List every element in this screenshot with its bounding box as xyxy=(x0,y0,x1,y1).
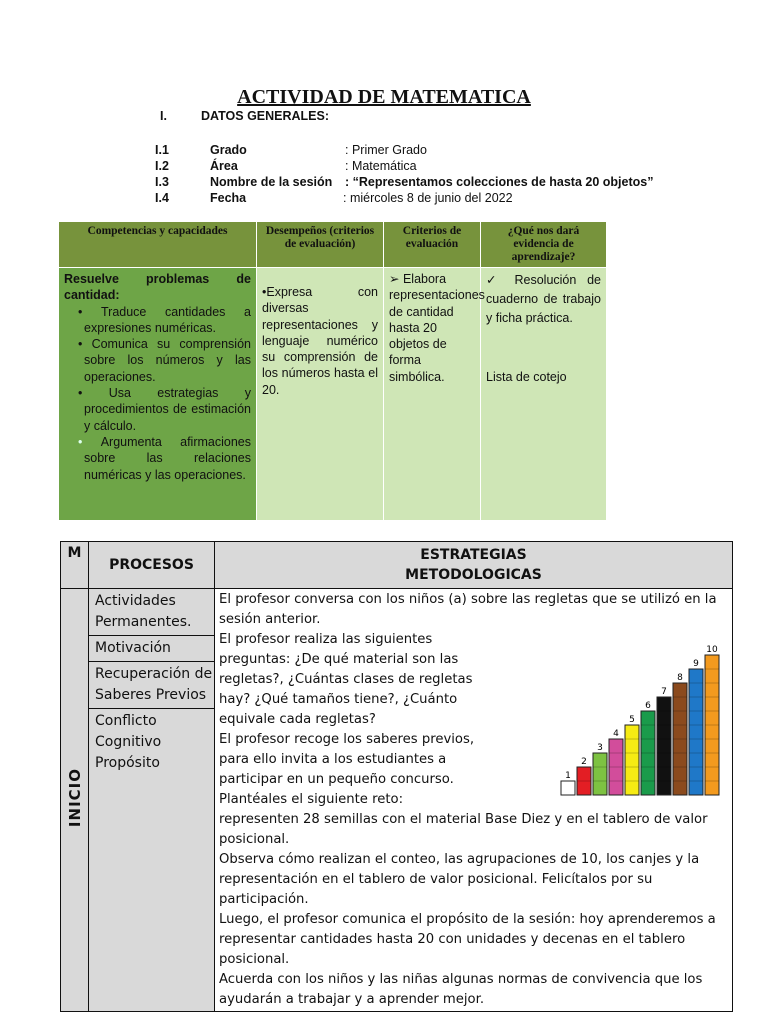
rod-label: 4 xyxy=(613,729,619,739)
rod-label: 6 xyxy=(645,701,651,711)
header-desempenos: Desempeños (criterios de evaluación) xyxy=(257,222,384,268)
info-label: Área xyxy=(210,159,238,173)
process-actividades: Actividades Permanentes. xyxy=(89,589,214,636)
rod-label: 10 xyxy=(706,645,718,655)
info-num: I.3 xyxy=(155,175,169,189)
phase-label: INICIO xyxy=(65,768,84,828)
strategies-text xyxy=(215,589,732,1011)
competence-cell xyxy=(59,268,257,521)
info-value: : Primer Grado xyxy=(345,143,427,157)
rod-9 xyxy=(689,669,703,795)
phase-cell xyxy=(61,589,89,1012)
info-value: : “Representamos colecciones de hasta 20 objetos” xyxy=(345,175,654,189)
rod-5 xyxy=(625,725,639,795)
page-title: ACTIVIDAD DE MATEMATICA xyxy=(237,86,531,108)
process-motivacion: Motivación xyxy=(89,636,214,662)
header-criterios: Criterios de evaluación xyxy=(384,222,481,268)
header-procesos: PROCESOS xyxy=(89,542,215,589)
info-num: I.4 xyxy=(155,191,169,205)
paragraph: Observa cómo realizan el conteo, las agrupaciones de 10, los canjes y la representación en el tablero de valor posicional. Felicítalos por su participación. xyxy=(219,852,700,907)
rod-label: 2 xyxy=(581,757,587,767)
rod-label: 7 xyxy=(661,687,667,697)
competence-title: Resuelve problemas de cantidad: xyxy=(64,272,251,303)
strategies-table xyxy=(60,541,733,1012)
evidence-cell: ✓ Resolución de cuaderno de trabajo y ficha práctica. Lista de cotejo xyxy=(481,268,607,521)
info-label: Grado xyxy=(210,143,247,157)
criteria-cell: ➢ Elabora representaciones de cantidad hasta 20 objetos de forma simbólica. xyxy=(384,268,481,521)
rod-3 xyxy=(593,753,607,795)
info-num: I.1 xyxy=(155,143,169,157)
capacity-item: • Argumenta afirmaciones sobre las relaciones numéricas y las operaciones. xyxy=(78,434,251,482)
rod-7 xyxy=(657,697,671,795)
process-recuperacion: Recuperación de Saberes Previos xyxy=(89,662,214,709)
competencies-table xyxy=(58,221,607,521)
strategies-cell xyxy=(215,589,733,1012)
info-value: : miércoles 8 de junio del 2022 xyxy=(343,191,513,205)
rod-label: 3 xyxy=(597,743,603,753)
bullet-icon: • xyxy=(262,285,267,299)
paragraph: Acuerda con los niños y las niñas algunas normas de convivencia que los ayudarán a trabajar y a aprender mejor. xyxy=(219,972,703,1007)
section-number: I. xyxy=(160,109,167,123)
rod-label: 9 xyxy=(693,659,699,669)
capacity-item: • Traduce cantidades a expresiones numéricas. xyxy=(78,304,251,335)
info-num: I.2 xyxy=(155,159,169,173)
section-heading: DATOS GENERALES: xyxy=(201,109,330,123)
processes-cell xyxy=(89,589,215,1012)
header-competencias: Competencias y capacidades xyxy=(59,222,257,268)
paragraph: El profesor conversa con los niños (a) sobre las regletas que se utilizó en la sesión anterior. xyxy=(219,592,717,627)
rod-label: 1 xyxy=(565,771,571,781)
capacity-item: • Comunica su comprensión sobre los números y las operaciones. xyxy=(78,337,251,384)
rod-label: 8 xyxy=(677,673,683,683)
info-value: : Matemática xyxy=(345,159,417,173)
header-estrategias: ESTRATEGIAS METODOLOGICAS xyxy=(215,542,733,589)
capacity-item: • Usa estrategias y procedimientos de estimación y cálculo. xyxy=(78,386,251,433)
paragraph: representen 28 semillas con el material Base Diez y en el tablero de valor posicional. xyxy=(219,812,708,847)
instrument-label: Lista de cotejo xyxy=(486,370,567,384)
paragraph: Luego, el profesor comunica el propósito de la sesión: hoy aprenderemos a representar cantidades hasta 20 con unidades y decenas en el tablero posicional. xyxy=(219,912,716,967)
process-conflicto: Conflicto Cognitivo Propósito xyxy=(95,713,162,771)
regletas-illustration xyxy=(531,627,726,802)
rod-1 xyxy=(561,781,575,795)
rod-label: 5 xyxy=(629,715,635,725)
header-evidencia: ¿Qué nos dará evidencia de aprendizaje? xyxy=(481,222,607,268)
info-label: Nombre de la sesión xyxy=(210,175,333,189)
paragraph: El profesor recoge los saberes previos, para ello invita a los estudiantes a participar en un pequeño concurso. Plantéales el siguiente reto: xyxy=(219,732,475,807)
header-m: M xyxy=(61,542,89,589)
info-label: Fecha xyxy=(210,191,247,205)
check-icon: ✓ xyxy=(486,273,515,287)
arrow-bullet-icon: ➢ xyxy=(389,272,403,286)
paragraph: El profesor realiza las siguientes preguntas: ¿De qué material son las regletas?, ¿Cuántas clases de regletas hay? ¿Qué tamaños tiene?, ¿Cuánto equivale cada regletas? xyxy=(219,632,473,727)
performance-cell: •Expresa con diversas representaciones y lenguaje numérico su comprensión de los números hasta el 20. xyxy=(257,268,384,521)
